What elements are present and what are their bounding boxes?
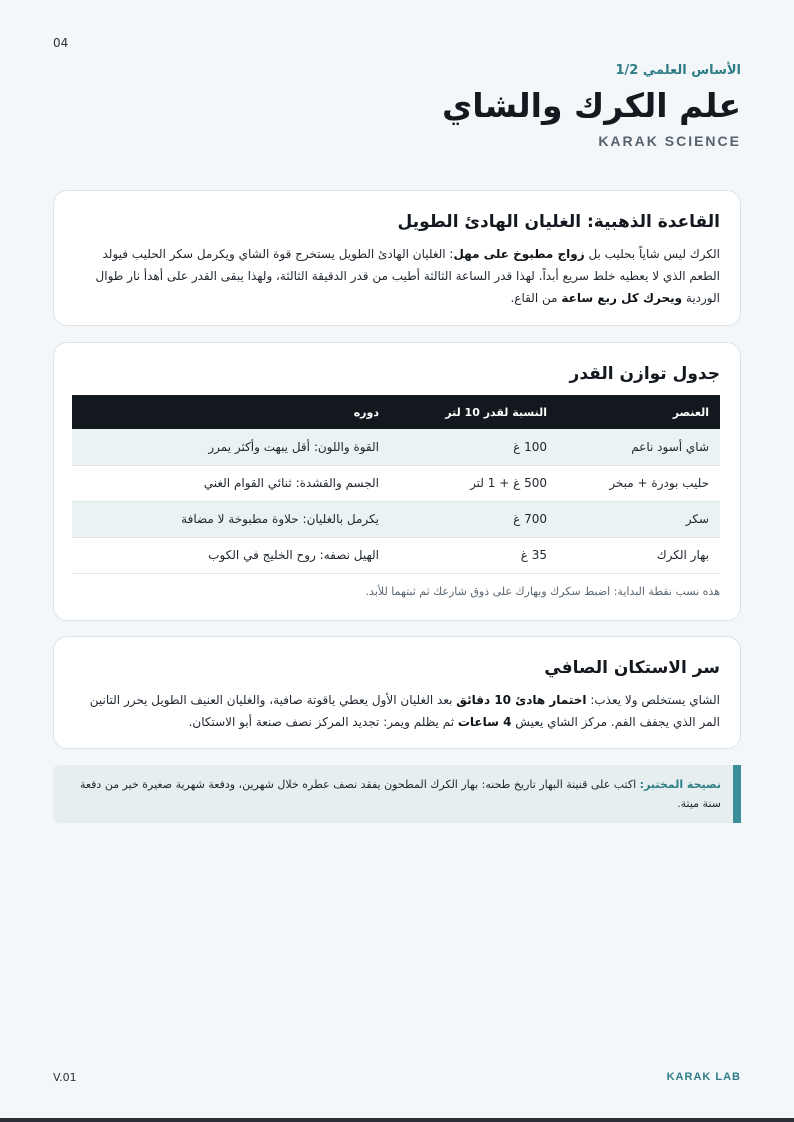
cell-role: القوة واللون: أقل يبهت وأكثر يمرر (72, 429, 390, 465)
rule-bold-2: ويحرك كل ربع ساعة (561, 291, 683, 305)
glass-bold-1: اختمار هادئ 10 دقائق (456, 693, 587, 707)
clear-glass-paragraph (74, 689, 720, 733)
golden-rule-paragraph (74, 243, 720, 309)
table-note: هذه نسب نقطة البداية: اضبط سكرك وبهارك على ذوق شارعك ثم ثبتهما للأبد. (365, 584, 720, 598)
golden-rule-card (53, 190, 741, 326)
rule-bold-1: زواج مطبوخ على مهل (453, 247, 585, 261)
glass-text-1: الشاي يستخلص ولا يعذب: (586, 693, 720, 707)
clear-glass-card (53, 636, 741, 749)
glass-bold-2: 4 ساعات (457, 715, 512, 729)
table-row (72, 501, 720, 537)
cell-ratio: 35 غ (390, 537, 558, 573)
page-number: 04 (53, 36, 69, 50)
bottom-rule (0, 1118, 794, 1122)
section-kicker: الأساس العلمي 1/2 (615, 63, 741, 78)
cell-item: سكر (558, 501, 720, 537)
column-header-role: دوره (353, 405, 379, 419)
page-header (442, 61, 741, 149)
table-row (72, 465, 720, 501)
pot-balance-heading: جدول توازن القدر (569, 364, 720, 384)
clear-glass-heading: سر الاستكان الصافي (544, 658, 720, 678)
column-header-ratio: النسبة لقدر 10 لتر (445, 405, 547, 419)
cell-item: شاي أسود ناعم (558, 429, 720, 465)
page-title: علم الكرك والشاي (442, 86, 741, 125)
lab-tip-label: نصيحة المختبر: (639, 778, 721, 791)
table-row (72, 537, 720, 573)
cell-item: حليب بودرة + مبخر (558, 465, 720, 501)
table-header-row (72, 395, 720, 429)
lab-tip-text: اكتب على قنينة البهار تاريخ طحنه: بهار الكرك المطحون يفقد نصف عطره خلال شهرين، ودفعة شهرية صغيرة خير من دفعة سنة ميتة. (79, 778, 721, 810)
cell-ratio: 700 غ (390, 501, 558, 537)
glass-text-2: بعد الغليان الأول يعطي ياقوتة صافية، والغليان العنيف الطويل يحرر التانين المر الذي يجفف الفم. مركز الشاي يعيش (89, 693, 720, 729)
cell-role: الجسم والقشدة: ثنائي القوام الغني (72, 465, 390, 501)
cell-ratio: 100 غ (390, 429, 558, 465)
page-subtitle: KARAK SCIENCE (598, 133, 741, 149)
cell-item: بهار الكرك (558, 537, 720, 573)
rule-text-2: : الغليان الهادئ الطويل يستخرج قوة الشاي ويكرمل سكر الحليب فيولد الطعم الذي لا يعطيه خلط سريع أبداً. لهذا قدر الساعة الثالثة أطيب من قدر الدقيقة الثالثة، ولهذا يبقى القدر على أهدأ نار طوال الوردية (95, 247, 720, 305)
lab-tip-callout (53, 765, 741, 823)
rule-text-1: الكرك ليس شاياً بحليب بل (584, 247, 720, 261)
brand-label: KARAK LAB (666, 1071, 741, 1083)
table-row (72, 429, 720, 465)
golden-rule-heading: القاعدة الذهبية: الغليان الهادئ الطويل (397, 212, 720, 232)
cell-role: يكرمل بالغليان: حلاوة مطبوخة لا مضافة (72, 501, 390, 537)
column-header-item: العنصر (672, 405, 709, 419)
cell-role: الهيل نصفه: روح الخليج في الكوب (72, 537, 390, 573)
cell-ratio: 500 غ + 1 لتر (390, 465, 558, 501)
glass-text-3: ثم يظلم ويمر: تجديد المركز نصف صنعة أبو الاستكان. (188, 715, 458, 729)
ratio-table (72, 395, 720, 574)
version-label: V.01 (53, 1071, 77, 1084)
rule-text-3: من القاع. (510, 291, 562, 305)
pot-balance-card (53, 342, 741, 621)
